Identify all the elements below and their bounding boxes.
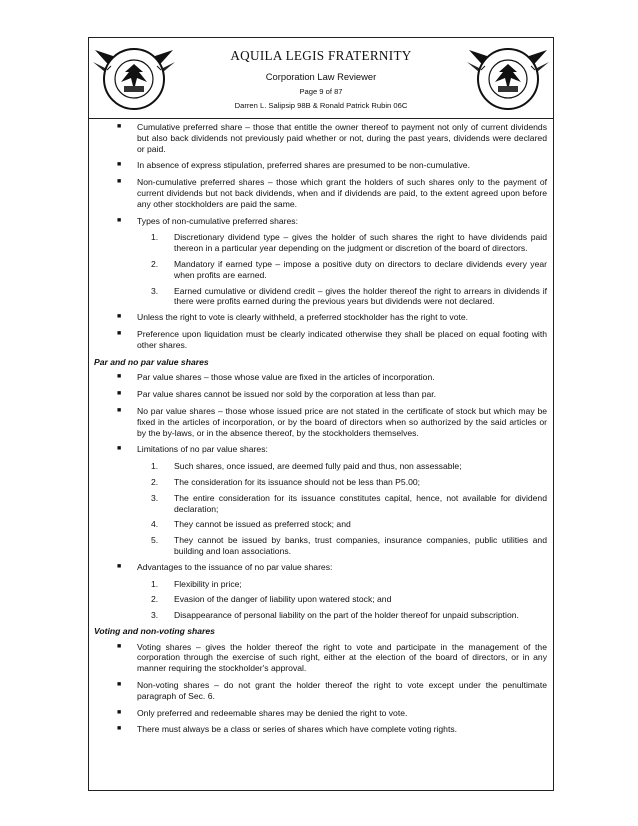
list-item: ■ Advantages to the issuance of no par value shares: (117, 561, 333, 572)
page-number: Page 9 of 87 (299, 87, 343, 96)
list-item: ■ No par value shares – those whose issued price are not stated in the certificate of stock but which may be fixed in the articles of incorporation, or by the board of directors when so authorized by the said articles or by the by-laws, or in the absence thereof, by the stockholders themselves. (117, 405, 547, 438)
list-item: ■ In absence of express stipulation, preferred shares are presumed to be non-cumulative. (117, 160, 470, 171)
list-item: ■ Unless the right to vote is clearly withheld, a preferred stockholder has the right to vote. (117, 312, 469, 323)
numbered-item: 1. Flexibility in price; (151, 578, 242, 589)
numbered-item: 3. Earned cumulative or dividend credit – gives the holder thereof the right to arrears in dividends if there were profits earned during the previous years but dividends were not declared. (151, 285, 547, 307)
numbered-item: 2. Evasion of the danger of liability upon watered stock; and (151, 594, 392, 605)
list-item: ■ There must always be a class or series of shares which have complete voting rights. (117, 724, 458, 735)
page-header (89, 38, 553, 119)
bullet-icon: ■ (117, 562, 122, 570)
document-page (88, 37, 554, 791)
list-item: ■ Limitations of no par value shares: (117, 444, 268, 455)
fraternity-title: AQUILA LEGIS FRATERNITY (230, 48, 412, 63)
bullet-icon: ■ (117, 708, 122, 716)
list-item: ■ Voting shares – gives the holder thereof the right to vote and participate in the management of the corporation through the exercise of such right, either at the election of the board of directors, or in any manner requiring the stockholder's approval. (117, 641, 547, 674)
bullet-icon: ■ (117, 725, 122, 733)
bullet-icon: ■ (117, 161, 122, 169)
bullet-icon: ■ (117, 445, 122, 453)
bullet-icon: ■ (117, 373, 122, 381)
fraternity-seal-logo (91, 42, 177, 114)
numbered-item: 1. Such shares, once issued, are deemed fully paid and thus, non assessable; (151, 461, 462, 472)
list-item: ■ Only preferred and redeemable shares may be denied the right to vote. (117, 707, 408, 718)
list-item: ■ Preference upon liquidation must be clearly indicated otherwise they shall be placed on equal footing with other shares. (117, 328, 547, 350)
bullet-icon: ■ (117, 329, 122, 337)
numbered-item: 1. Discretionary dividend type – gives the holder of such shares the right to have dividends paid thereon in a particular year depending on the judgment or discretion of the board of directors. (151, 232, 547, 254)
list-item: ■ Par value shares cannot be issued nor sold by the corporation at less than par. (117, 389, 437, 400)
list-item: ■ Par value shares – those whose value are fixed in the articles of incorporation. (117, 372, 435, 383)
bullet-icon: ■ (117, 313, 122, 321)
reviewer-title: Corporation Law Reviewer (265, 71, 377, 82)
list-item: ■ Non-voting shares – do not grant the holder thereof the right to vote except under the penultimate paragraph of Sec. 6. (117, 680, 547, 701)
bullet-icon: ■ (117, 642, 122, 650)
bullet-icon: ■ (117, 123, 122, 130)
numbered-item: 2. The consideration for its issuance should not be less than P5.00; (151, 476, 421, 487)
list-item: ■ Non-cumulative preferred shares – those which grant the holders of such shares only to the payment of current dividends but not back dividends, when and if dividends are paid, to the extent agreed upon before any other stockholders are paid the same. (117, 177, 547, 209)
list-item: ■ Types of non-cumulative preferred shares: (117, 215, 298, 226)
numbered-item: 3. The entire consideration for its issuance constitutes capital, hence, not available for dividend declaration; (151, 492, 547, 514)
section-heading-voting: Voting and non-voting shares (94, 625, 215, 636)
bullet-icon: ■ (117, 406, 122, 414)
page-content (89, 122, 553, 741)
fraternity-seal-logo-right (465, 42, 551, 114)
bullet-icon: ■ (117, 681, 122, 689)
numbered-item: 2. Mandatory if earned type – impose a positive duty on directors to declare dividends every year when profits are earned. (151, 258, 547, 280)
bullet-icon: ■ (117, 178, 122, 186)
numbered-item: 5. They cannot be issued by banks, trust companies, insurance companies, public utilities and building and loan associations. (151, 535, 547, 556)
bullet-icon: ■ (117, 390, 122, 398)
bullet-icon: ■ (117, 216, 122, 224)
numbered-item: 4. They cannot be issued as preferred stock; and (151, 519, 351, 530)
authors: Darren L. Salipsip 98B & Ronald Patrick Rubin 06C (234, 101, 408, 110)
numbered-item: 3. Disappearance of personal liability on the part of the holder thereof for unpaid subscription. (151, 610, 519, 621)
section-heading-par: Par and no par value shares (94, 356, 209, 367)
list-item: ■ Cumulative preferred share – those that entitle the owner thereof to payment not only of current dividends but also back dividends not previously paid whether or not, during the past years, dividends were declared or paid. (117, 122, 547, 154)
